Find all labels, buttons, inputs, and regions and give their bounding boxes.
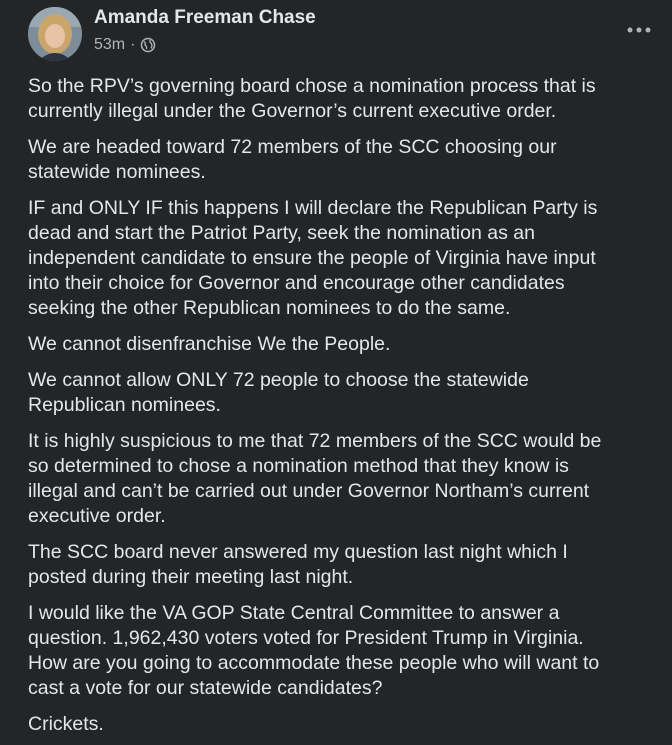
author-name[interactable]: Amanda Freeman Chase	[94, 7, 316, 28]
post-paragraph: We cannot allow ONLY 72 people to choose the statewide Republican nominees.	[28, 369, 529, 416]
author-avatar[interactable]	[28, 7, 82, 61]
post-paragraph: Crickets.	[28, 713, 104, 735]
post-body	[28, 74, 658, 745]
more-options-button[interactable]	[624, 20, 654, 40]
meta-separator: ·	[130, 36, 136, 53]
post-paragraph: We cannot disenfranchise We the People.	[28, 333, 391, 355]
post-paragraph: IF and ONLY IF this happens I will declare the Republican Party is dead and start the Patriot Party, seek the nomination as an independent candidate to ensure the people of Virginia have input into their choice for Governor and encourage other candidates seeking the other Republican nominees to do the same.	[28, 197, 598, 319]
post-header	[0, 0, 672, 72]
post-meta	[94, 36, 156, 54]
post-paragraph: I would like the VA GOP State Central Committee to answer a question. 1,962,430 voters voted for President Trump in Virginia. How are you going to accommodate these people who will want to cast a vote for our statewide candidates?	[28, 602, 600, 699]
avatar-image	[28, 7, 82, 61]
globe-icon	[140, 37, 156, 53]
more-dots-icon	[627, 27, 651, 33]
post-paragraph: It is highly suspicious to me that 72 members of the SCC would be so determined to chose a nomination method that they know is illegal and can’t be carried out under Governor Northam’s current executive order.	[28, 430, 602, 527]
post-paragraph: The SCC board never answered my question last night which I posted during their meeting last night.	[28, 541, 568, 588]
post-timestamp[interactable]: 53m	[94, 36, 126, 53]
post-paragraph: So the RPV’s governing board chose a nomination process that is currently illegal under the Governor’s current executive order.	[28, 75, 596, 122]
post-paragraph: We are headed toward 72 members of the SCC choosing our statewide nominees.	[28, 136, 557, 183]
